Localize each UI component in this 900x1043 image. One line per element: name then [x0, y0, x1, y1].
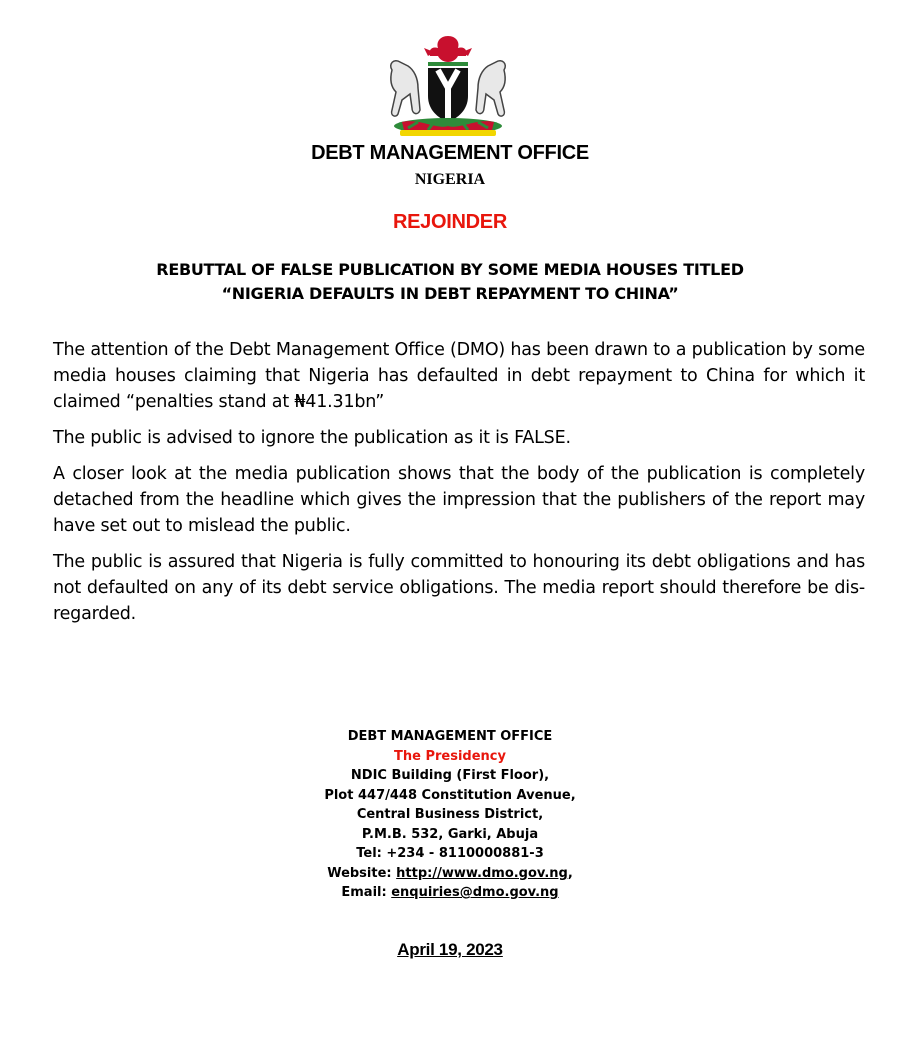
release-date [0, 940, 900, 960]
website-label: Website: [327, 865, 397, 881]
document-type: REJOINDER [393, 211, 507, 233]
address-pmb: P.M.B. 532, Garki, Abuja [361, 826, 539, 842]
address-district: Central Business District, [356, 807, 544, 822]
paragraph-4: The public is assured that Nigeria is fully committed to honouring its debt obligations and has not defaulted on any of its debt service obligations. The media report should therefore be dis-regarded. [53, 552, 865, 624]
email-link[interactable]: enquiries@dmo.gov.ng [391, 885, 559, 900]
paragraph-2: The public is advised to ignore the publication as it is FALSE. [53, 428, 571, 448]
headline-line-1: REBUTTAL OF FALSE PUBLICATION BY SOME MEDIA HOUSES TITLED [156, 260, 744, 279]
address-website [0, 864, 900, 884]
address-email [0, 883, 900, 903]
address-department: The Presidency [394, 748, 506, 764]
email-label: Email: [341, 885, 392, 900]
website-suffix: , [567, 865, 573, 881]
country-name: NIGERIA [414, 171, 486, 188]
org-name: DEBT MANAGEMENT OFFICE [311, 142, 589, 164]
paragraph-1: The attention of the Debt Management Office (DMO) has been drawn to a publication by some media houses claiming that Nigeria has defaulted in debt repayment to China for which it claimed “penalties stand at ₦41.31bn” [53, 340, 865, 412]
address-tel: Tel: +234 - 8110000881-3 [356, 846, 544, 861]
headline-line-2: “NIGERIA DEFAULTS IN DEBT REPAYMENT TO CHINA” [221, 284, 679, 303]
address-plot: Plot 447/448 Constitution Avenue, [324, 787, 576, 803]
nigeria-coat-of-arms-icon [378, 30, 518, 142]
release-date-text: April 19, 2023 [397, 940, 503, 959]
headline [0, 258, 900, 306]
paragraph-3: A closer look at the media publication shows that the body of the publication is completely detached from the headline which gives the impression that the publishers of the report may have set out to mislead the public. [53, 464, 865, 536]
address-org: DEBT MANAGEMENT OFFICE [347, 729, 553, 744]
address-block [0, 727, 900, 903]
body-text [53, 337, 865, 637]
website-link[interactable]: http://www.dmo.gov.ng [396, 865, 568, 881]
address-building: NDIC Building (First Floor), [350, 768, 550, 783]
